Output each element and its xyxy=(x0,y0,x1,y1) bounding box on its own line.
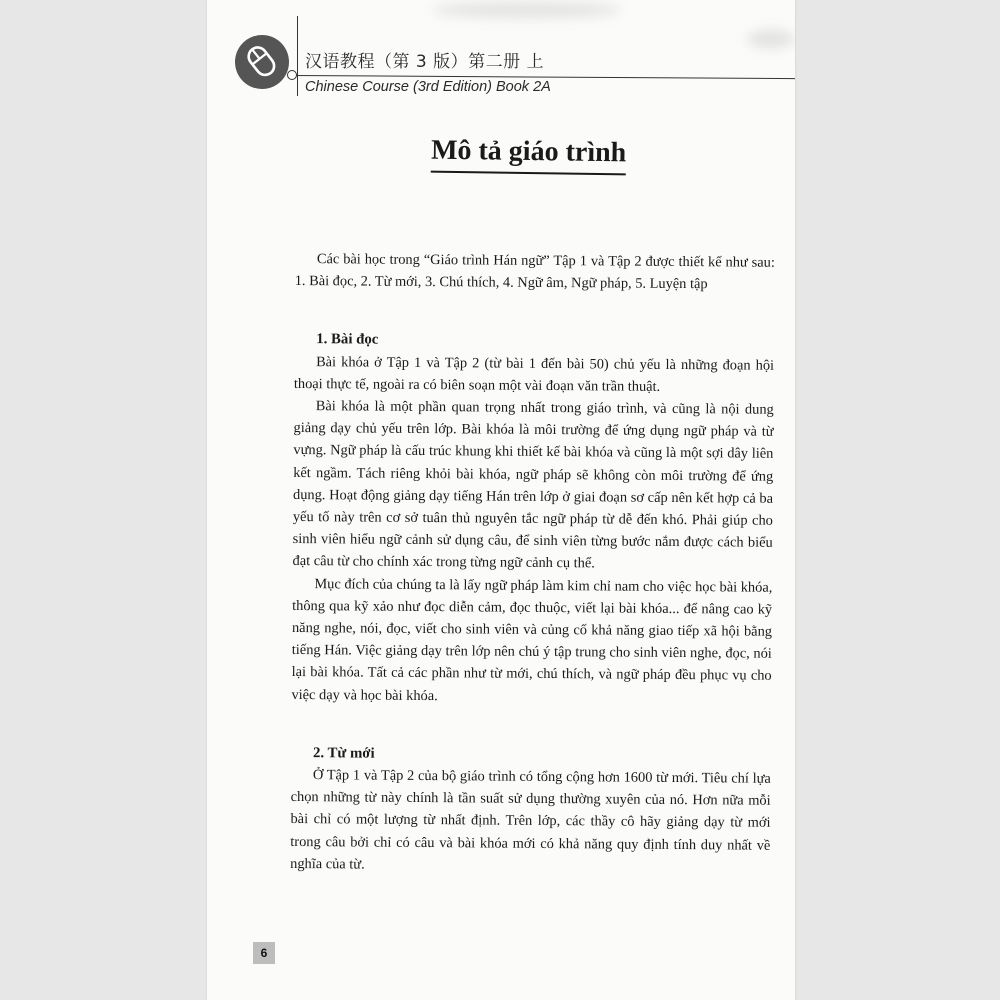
paragraph: Bài khóa là một phần quan trọng nhất trong giáo trình, và cũng là nội dung giảng dạy chủ yếu trên lớp. Bài khóa là môi trường để ứng dụng ngữ pháp và từ vựng. Ngữ pháp là cấu trúc khung khi thiết kế bài khóa và cũng là một sợi dây liên kết ngầm. Tách riêng khỏi bài khóa, ngữ pháp sẽ không còn môi trường để ứng dụng. Hoạt động giảng dạy tiếng Hán trên lớp ở giai đoạn sơ cấp nên kết hợp cả ba yếu tố này trên cơ sở tuân thủ nguyên tắc ngữ pháp từ dễ đến khó. Phải giúp cho sinh viên hiểu ngữ cảnh sử dụng câu, để sinh viên từng bước nắm được cách biểu đạt câu từ cho chính xác trong từng ngữ cảnh cụ thể. xyxy=(292,398,774,572)
section-heading-vocabulary: 2. Từ mới xyxy=(312,745,375,762)
scan-smudge xyxy=(747,30,795,48)
header-divider-vertical xyxy=(297,16,298,96)
book-page xyxy=(207,0,795,1000)
section-heading-reading: 1. Bài đọc xyxy=(316,331,379,349)
page-number: 6 xyxy=(253,942,275,964)
paragraph: Ở Tập 1 và Tập 2 của bộ giáo trình có tổng cộng hơn 1600 từ mới. Tiêu chí lựa chọn những từ này chính là tần suất sử dụng thường xuyên của nó. Hơn nữa mỗi bài chỉ có một lượng từ nhất định. Trên lớp, các thầy cô hãy giảng dạy từ mới trong câu bởi chỉ có câu và bài khóa mới có khả năng quy định tính duy nhất về nghĩa của từ. xyxy=(290,767,771,873)
book-title-chinese: 汉语教程（第 3 版）第二册 上 xyxy=(305,52,545,72)
body-text xyxy=(290,248,775,879)
book-title-english: Chinese Course (3rd Edition) Book 2A xyxy=(305,79,551,95)
computer-mouse-icon xyxy=(234,34,290,90)
page-title: Mô tả giáo trình xyxy=(431,134,627,175)
scan-smudge xyxy=(432,2,622,18)
paragraph: Mục đích của chúng ta là lấy ngữ pháp làm kim chỉ nam cho việc học bài khóa, thông qua kỹ xảo như đọc diễn cảm, đọc thuộc, viết lại bài khóa... để nâng cao kỹ năng nghe, nói, đọc, viết cho sinh viên và củng cố khả năng giao tiếp xã hội bằng tiếng Hán. Việc giảng dạy trên lớp nên chú ý tập trung cho sinh viên nghe, đọc, nói lại bài khóa. Tất cả các phần như từ mới, chú thích, và ngữ pháp đều phục vụ cho việc dạy và học bài khóa. xyxy=(291,575,773,704)
intro-paragraph: Các bài học trong “Giáo trình Hán ngữ” Tập 1 và Tập 2 được thiết kế như sau: 1. Bài đọc, 2. Từ mới, 3. Chú thích, 4. Ngữ âm, Ngữ pháp, 5. Luyện tập xyxy=(294,251,775,293)
paragraph: Bài khóa ở Tập 1 và Tập 2 (từ bài 1 đến bài 50) chủ yếu là những đoạn hội thoại thực tế, ngoài ra có biên soạn một vài đoạn văn trần thuật. xyxy=(293,353,775,395)
header-ornament-dot xyxy=(287,70,297,80)
